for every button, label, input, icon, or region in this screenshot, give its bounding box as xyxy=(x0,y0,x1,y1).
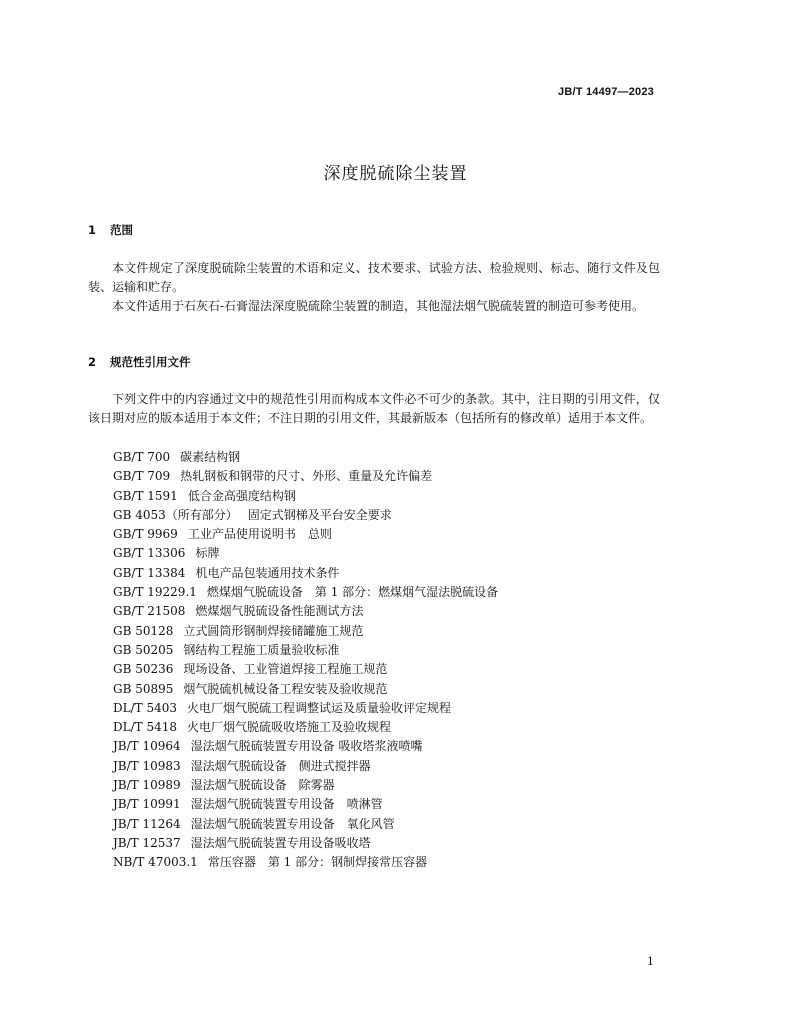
reference-item xyxy=(113,680,498,699)
reference-item xyxy=(113,795,498,814)
reference-code: JB/T 10989 xyxy=(113,778,181,793)
reference-item xyxy=(113,448,498,467)
reference-item xyxy=(113,641,498,660)
reference-title: 湿法烟气脱硫装置专用设备 吸收塔浆液喷嘴 xyxy=(190,739,423,754)
reference-code: GB/T 13306 xyxy=(113,546,186,561)
reference-title: 机电产品包装通用技术条件 xyxy=(195,565,340,580)
reference-code: GB/T 709 xyxy=(113,469,171,484)
reference-title: 火电厂烟气脱硫工程调整试运及质量验收评定规程 xyxy=(187,700,452,715)
reference-item xyxy=(113,757,498,776)
reference-code: GB 50895 xyxy=(113,681,174,696)
reference-code: JB/T 10991 xyxy=(113,797,181,812)
reference-code: DL/T 5418 xyxy=(113,720,177,735)
reference-title: 固定式钢梯及平台安全要求 xyxy=(247,507,392,522)
reference-code: DL/T 5403 xyxy=(113,700,177,715)
reference-title: 常压容器 第 1 部分：钢制焊接常压容器 xyxy=(207,855,428,870)
reference-code: GB/T 21508 xyxy=(113,604,186,619)
reference-title: 钢结构工程施工质量验收标准 xyxy=(183,642,340,657)
reference-code: GB/T 700 xyxy=(113,450,171,464)
reference-title: 热轧钢板和钢带的尺寸、外形、重量及允许偏差 xyxy=(180,469,433,484)
reference-item xyxy=(113,718,498,737)
reference-item xyxy=(113,564,498,583)
scope-paragraph-2: 本文件适用于石灰石-石膏湿法深度脱硫除尘装置的制造，其他湿法烟气脱硫装置的制造可参考使用。 xyxy=(112,299,645,313)
reference-item xyxy=(113,583,498,602)
reference-title: 立式圆筒形钢制焊接储罐施工规范 xyxy=(183,623,364,638)
reference-title: 湿法烟气脱硫设备 侧进式搅拌器 xyxy=(190,758,371,773)
reference-code: GB 50236 xyxy=(113,662,174,677)
reference-item xyxy=(113,699,498,718)
references-intro-paragraph: 下列文件中的内容通过文中的规范性引用而构成本文件必不可少的条款。其中，注日期的引用文件，仅该日期对应的版本适用于本文件；不注日期的引用文件，其最新版本（包括所有的修改单）适用于本文件。 xyxy=(88,392,660,425)
reference-code: JB/T 11264 xyxy=(113,816,181,831)
reference-title: 碳素结构钢 xyxy=(180,450,241,464)
reference-title: 湿法烟气脱硫设备 除雾器 xyxy=(190,778,335,793)
reference-list xyxy=(113,448,498,873)
standard-code: JB/T 14497—2023 xyxy=(558,86,654,98)
reference-item xyxy=(113,487,498,506)
reference-code: JB/T 10964 xyxy=(113,739,181,754)
scope-paragraph-1: 本文件规定了深度脱硫除尘装置的术语和定义、技术要求、试验方法、检验规则、标志、随行文件及包装、运输和贮存。 xyxy=(88,261,660,294)
reference-code: GB 50128 xyxy=(113,623,174,638)
reference-item xyxy=(113,467,498,486)
section-number: 2 xyxy=(88,355,97,369)
reference-item xyxy=(113,602,498,621)
reference-code: GB/T 19229.1 xyxy=(113,585,197,600)
reference-title: 燃煤烟气脱硫设备性能测试方法 xyxy=(195,604,364,619)
reference-code: GB 50205 xyxy=(113,642,174,657)
reference-code: GB 4053（所有部分） xyxy=(113,507,238,522)
reference-code: JB/T 10983 xyxy=(113,758,181,773)
reference-title: 湿法烟气脱硫装置专用设备 喷淋管 xyxy=(190,797,383,812)
reference-item xyxy=(113,622,498,641)
reference-code: JB/T 12537 xyxy=(113,835,181,850)
reference-item xyxy=(113,506,498,525)
page-number: 1 xyxy=(647,955,654,968)
reference-item xyxy=(113,737,498,756)
reference-title: 低合金高强度结构钢 xyxy=(187,488,296,503)
document-title: 深度脱硫除尘装置 xyxy=(323,164,468,184)
reference-title: 工业产品使用说明书 总则 xyxy=(187,527,332,542)
reference-code: GB/T 13384 xyxy=(113,565,186,580)
reference-item xyxy=(113,544,498,563)
reference-item xyxy=(113,525,498,544)
reference-item xyxy=(113,853,498,872)
reference-title: 火电厂烟气脱硫吸收塔施工及验收规程 xyxy=(187,720,392,735)
reference-title: 现场设备、工业管道焊接工程施工规范 xyxy=(183,662,388,677)
reference-title: 湿法烟气脱硫装置专用设备 氧化风管 xyxy=(190,816,395,831)
reference-title: 标牌 xyxy=(195,546,220,561)
reference-item xyxy=(113,660,498,679)
section-title: 规范性引用文件 xyxy=(110,355,191,369)
section-heading-scope xyxy=(88,222,133,238)
reference-title: 烟气脱硫机械设备工程安装及验收规范 xyxy=(183,681,388,696)
reference-item xyxy=(113,815,498,834)
reference-item xyxy=(113,776,498,795)
section-title: 范围 xyxy=(110,223,133,237)
reference-item xyxy=(113,834,498,853)
reference-title: 燃煤烟气脱硫设备 第 1 部分：燃煤烟气湿法脱硫设备 xyxy=(206,585,499,600)
section-number: 1 xyxy=(88,223,97,237)
reference-code: NB/T 47003.1 xyxy=(113,855,198,870)
reference-title: 湿法烟气脱硫装置专用设备吸收塔 xyxy=(190,835,371,850)
reference-code: GB/T 9969 xyxy=(113,527,178,542)
section-heading-normative-references xyxy=(88,354,191,370)
reference-code: GB/T 1591 xyxy=(113,488,178,503)
